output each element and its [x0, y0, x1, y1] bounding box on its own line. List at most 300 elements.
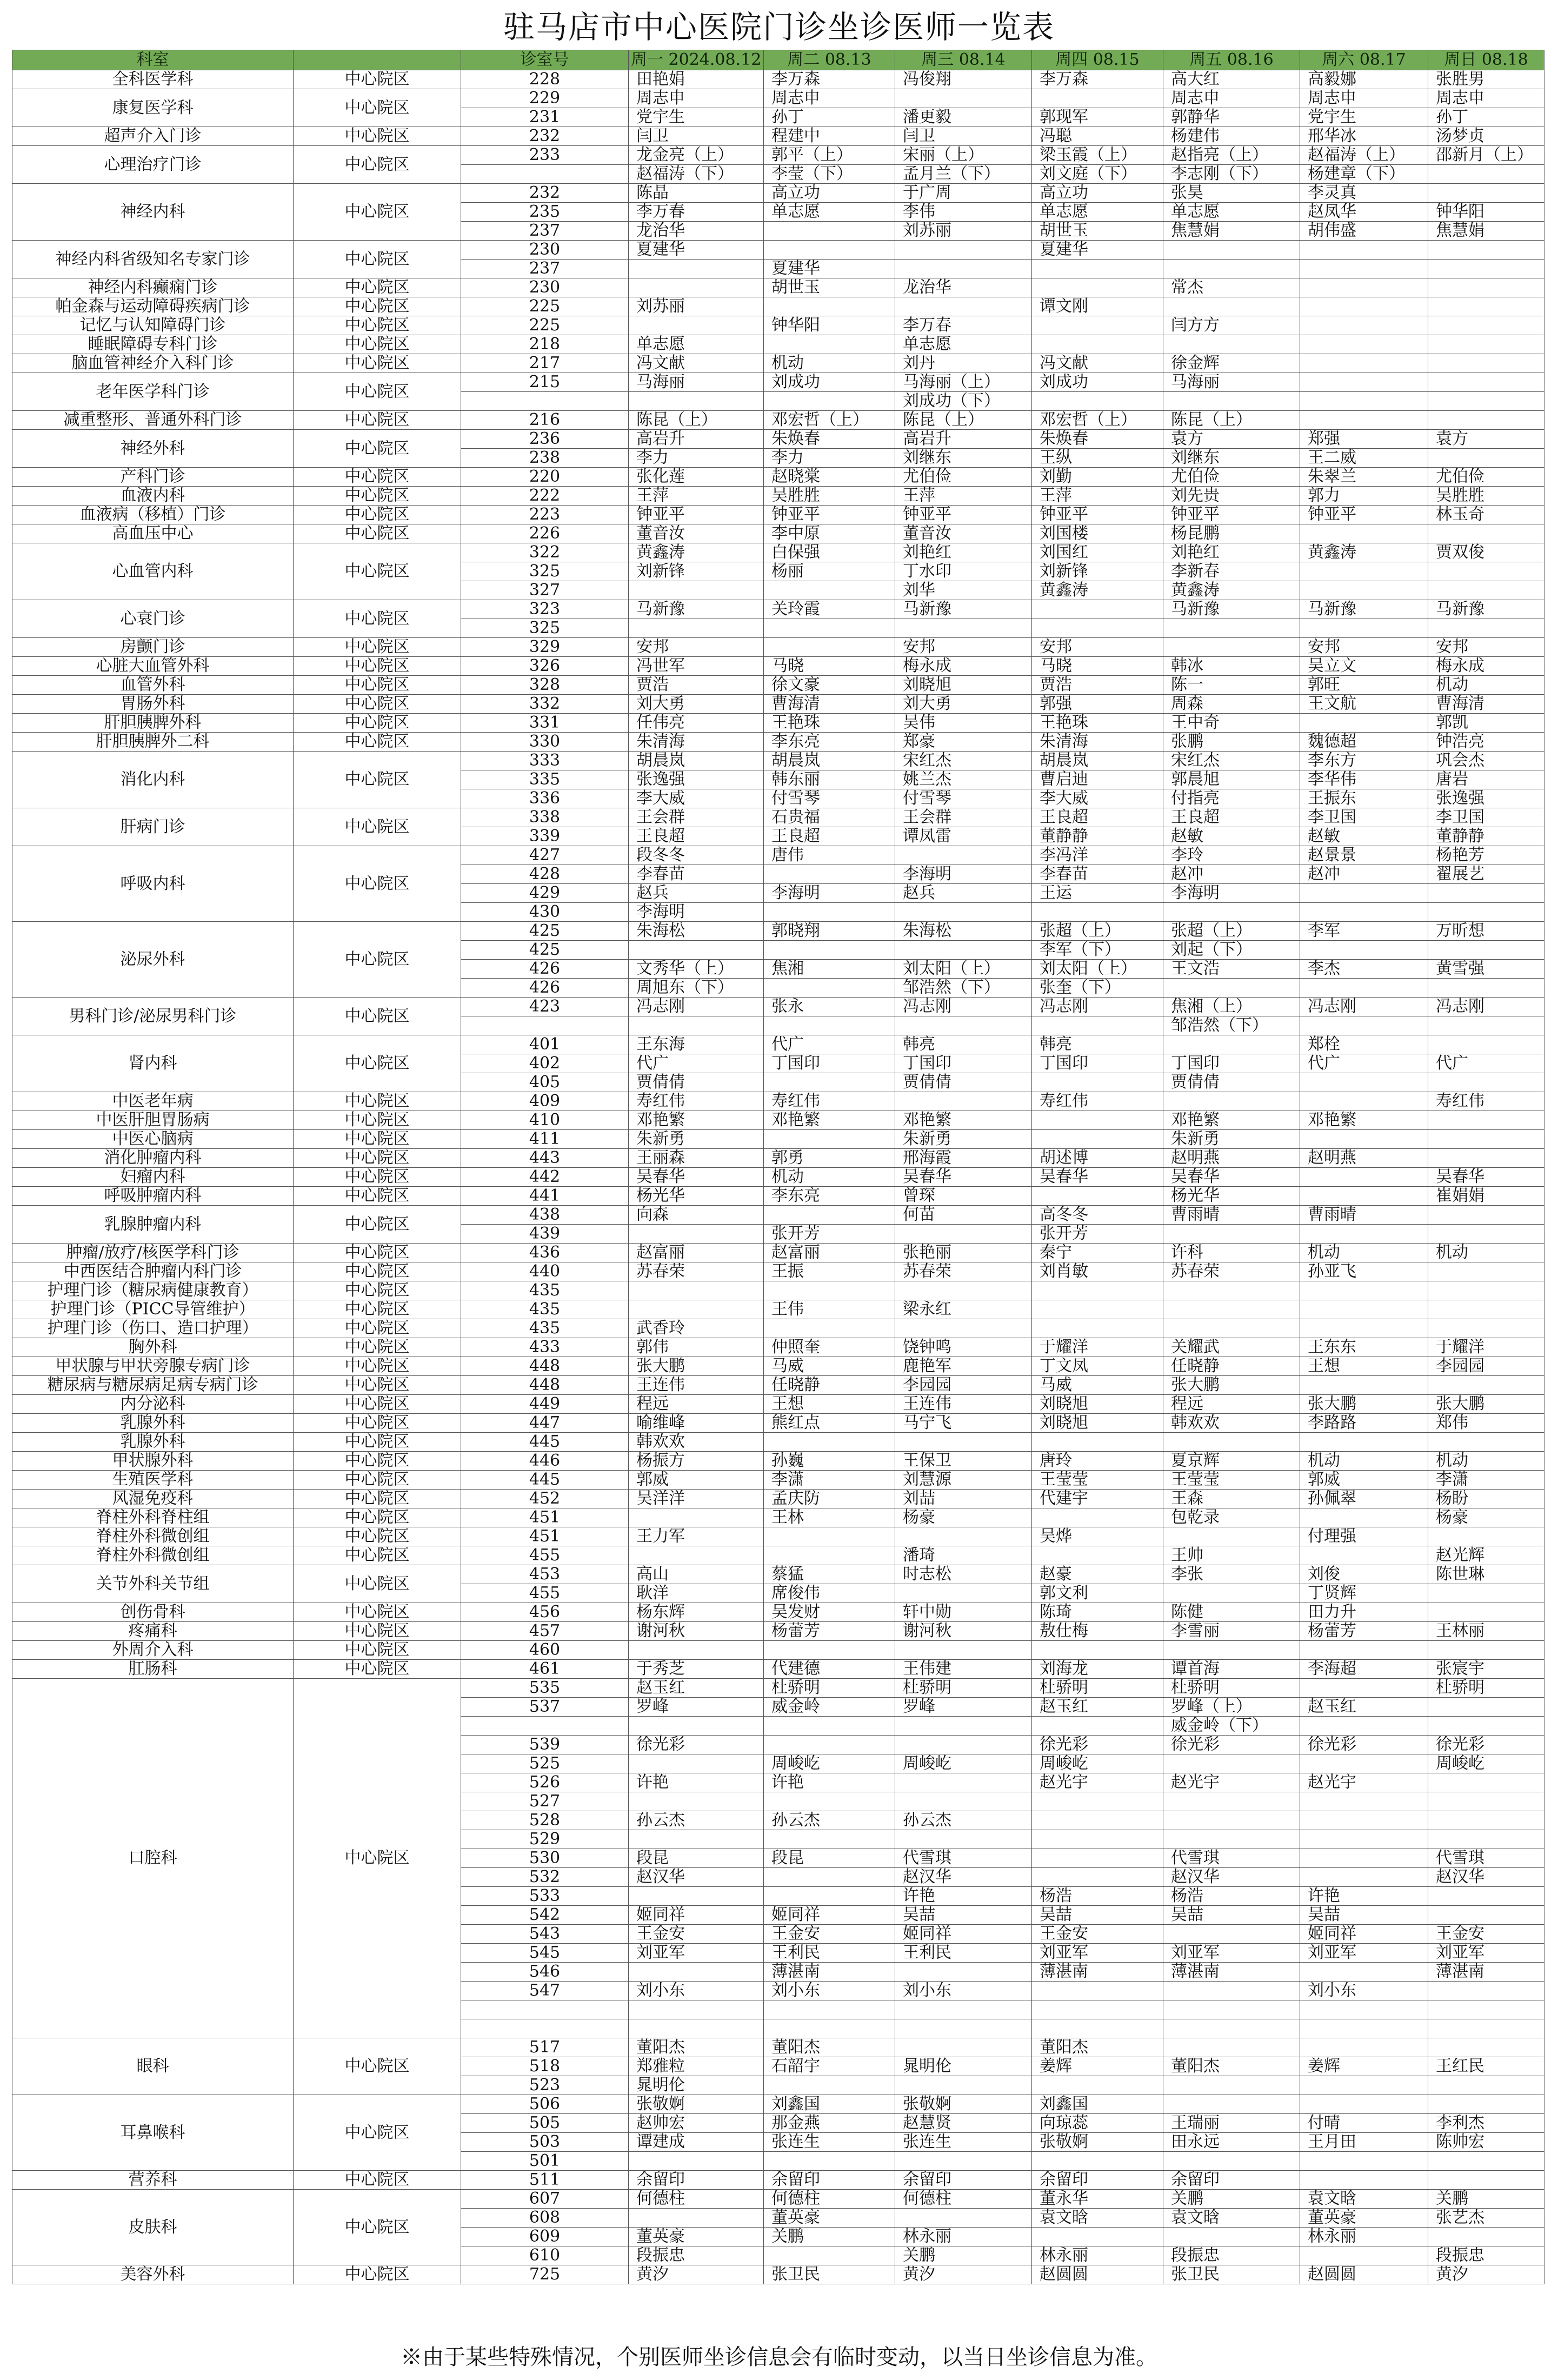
- doctor-cell: 安邦: [1428, 638, 1544, 657]
- doctor-cell: 代雪琪: [1428, 1849, 1544, 1868]
- room-cell: 230: [461, 278, 629, 297]
- room-cell: 409: [461, 1092, 629, 1111]
- doctor-cell: [1428, 903, 1544, 922]
- department-cell: 胸外科: [12, 1338, 294, 1357]
- department-cell: 产科门诊: [12, 468, 294, 487]
- doctor-cell: 张昊: [1163, 184, 1300, 203]
- doctor-cell: [1300, 1679, 1428, 1698]
- doctor-cell: [1163, 903, 1300, 922]
- doctor-cell: [1428, 297, 1544, 316]
- room-cell: 546: [461, 1963, 629, 1982]
- doctor-cell: [1032, 260, 1163, 278]
- doctor-cell: [1428, 1527, 1544, 1546]
- department-cell: 泌尿外科: [12, 922, 294, 998]
- doctor-cell: [629, 2000, 764, 2019]
- doctor-cell: [1300, 411, 1428, 430]
- department-cell: 肝胆胰脾外二科: [12, 733, 294, 752]
- department-cell: 糖尿病与糖尿病足病专病门诊: [12, 1376, 294, 1395]
- doctor-cell: [1428, 1073, 1544, 1092]
- doctor-cell: 冯俊翔: [895, 70, 1032, 89]
- room-cell: 447: [461, 1414, 629, 1433]
- table-row: [12, 335, 1544, 354]
- campus-cell: 中心院区: [294, 297, 461, 316]
- doctor-cell: 徐金辉: [1163, 354, 1300, 373]
- doctor-cell: 王保卫: [895, 1452, 1032, 1471]
- doctor-cell: 李冯洋: [1032, 846, 1163, 865]
- doctor-cell: [1032, 1546, 1163, 1565]
- table-row: [12, 714, 1544, 733]
- table-row: [12, 600, 1544, 619]
- doctor-cell: 袁文晗: [1163, 2209, 1300, 2228]
- doctor-cell: 刘继东: [895, 449, 1032, 468]
- doctor-cell: 朱清海: [629, 733, 764, 752]
- doctor-cell: 郭静华: [1163, 108, 1300, 127]
- doctor-cell: 冯文献: [1032, 354, 1163, 373]
- table-row: [12, 1319, 1544, 1338]
- doctor-cell: 冯志刚: [629, 998, 764, 1016]
- doctor-cell: [629, 1641, 764, 1660]
- doctor-cell: 张奎（下）: [1032, 979, 1163, 998]
- doctor-cell: 余留印: [764, 2171, 895, 2190]
- doctor-cell: 郭力: [1300, 487, 1428, 506]
- campus-cell: 中心院区: [294, 1092, 461, 1111]
- campus-cell: 中心院区: [294, 1187, 461, 1206]
- doctor-cell: [1300, 1754, 1428, 1773]
- doctor-cell: 刘先贵: [1163, 487, 1300, 506]
- doctor-cell: [1300, 316, 1428, 335]
- doctor-cell: 孟月兰（下）: [895, 165, 1032, 184]
- doctor-cell: 刘艳红: [895, 543, 1032, 562]
- doctor-cell: 胡晨岚: [764, 752, 895, 770]
- doctor-cell: [764, 941, 895, 960]
- doctor-cell: [1163, 1035, 1300, 1054]
- doctor-cell: 崔娟娟: [1428, 1187, 1544, 1206]
- room-cell: 517: [461, 2038, 629, 2057]
- doctor-cell: [1428, 278, 1544, 297]
- doctor-cell: [1163, 2152, 1300, 2171]
- doctor-cell: 薄湛南: [1163, 1963, 1300, 1982]
- doctor-cell: 李军: [1300, 922, 1428, 941]
- doctor-cell: 杨浩: [1163, 1887, 1300, 1906]
- footnote: ※由于某些特殊情况，个别医师坐诊信息会有临时变动，以当日坐诊信息为准。: [401, 2345, 1157, 2370]
- doctor-cell: 付理强: [1300, 1527, 1428, 1546]
- doctor-cell: 丁国印: [764, 1054, 895, 1073]
- room-cell: 327: [461, 581, 629, 600]
- doctor-cell: 吴洋洋: [629, 1490, 764, 1508]
- doctor-cell: 朱新勇: [629, 1130, 764, 1149]
- doctor-cell: [1428, 1149, 1544, 1168]
- doctor-cell: 代广: [629, 1054, 764, 1073]
- doctor-cell: 石韶宇: [764, 2057, 895, 2076]
- doctor-cell: 关鹏: [764, 2228, 895, 2246]
- doctor-cell: 潘更毅: [895, 108, 1032, 127]
- column-header: 周六 08.17: [1300, 50, 1428, 70]
- doctor-cell: 黄汐: [895, 2265, 1032, 2284]
- doctor-cell: 王月田: [1300, 2133, 1428, 2152]
- doctor-cell: 关鹏: [1428, 2190, 1544, 2209]
- doctor-cell: 马新豫: [1428, 600, 1544, 619]
- department-cell: 风湿免疫科: [12, 1490, 294, 1508]
- room-cell: 435: [461, 1300, 629, 1319]
- doctor-cell: [1300, 260, 1428, 278]
- doctor-cell: 孙亚飞: [1300, 1262, 1428, 1281]
- doctor-cell: [1300, 1300, 1428, 1319]
- doctor-cell: 于耀洋: [1032, 1338, 1163, 1357]
- doctor-cell: 王良超: [1032, 808, 1163, 827]
- doctor-cell: 单志愿: [1032, 203, 1163, 222]
- table-row: [12, 808, 1544, 827]
- doctor-cell: 万昕想: [1428, 922, 1544, 941]
- doctor-cell: 吴发财: [764, 1603, 895, 1622]
- doctor-cell: 董阳杰: [1163, 2057, 1300, 2076]
- table-row: [12, 524, 1544, 543]
- doctor-cell: [1032, 1830, 1163, 1849]
- doctor-cell: [1163, 260, 1300, 278]
- doctor-cell: 刘丹: [895, 354, 1032, 373]
- table-row: [12, 1546, 1544, 1565]
- doctor-cell: 薄湛南: [1428, 1963, 1544, 1982]
- doctor-cell: 陈昆（上）: [629, 411, 764, 430]
- department-cell: 肿瘤/放疗/核医学科门诊: [12, 1244, 294, 1262]
- doctor-cell: [629, 1830, 764, 1849]
- doctor-cell: 王伟建: [895, 1660, 1032, 1679]
- campus-cell: 中心院区: [294, 1281, 461, 1300]
- doctor-cell: 熊红点: [764, 1414, 895, 1433]
- department-cell: 康复医学科: [12, 89, 294, 127]
- doctor-cell: 刘亚军: [1300, 1944, 1428, 1963]
- doctor-cell: 代雪琪: [1163, 1849, 1300, 1868]
- doctor-cell: [1428, 2019, 1544, 2038]
- doctor-cell: 赵福涛（下）: [629, 165, 764, 184]
- doctor-cell: 陈昆（上）: [895, 411, 1032, 430]
- room-cell: 336: [461, 789, 629, 808]
- doctor-cell: [629, 260, 764, 278]
- doctor-cell: 赵福涛（上）: [1300, 146, 1428, 165]
- doctor-cell: 田艳娟: [629, 70, 764, 89]
- table-row: [12, 1395, 1544, 1414]
- doctor-cell: [1163, 638, 1300, 657]
- doctor-cell: 姬同祥: [1300, 1925, 1428, 1944]
- doctor-cell: 赵景景: [1300, 846, 1428, 865]
- doctor-cell: 田力升: [1300, 1603, 1428, 1622]
- doctor-cell: 李潇: [1428, 1471, 1544, 1490]
- doctor-cell: 钟浩亮: [1428, 733, 1544, 752]
- room-cell: [461, 2019, 629, 2038]
- room-cell: 445: [461, 1433, 629, 1452]
- doctor-cell: 付晴: [1300, 2114, 1428, 2133]
- campus-cell: 中心院区: [294, 127, 461, 146]
- table-row: [12, 241, 1544, 260]
- doctor-cell: [1300, 2000, 1428, 2019]
- room-cell: 547: [461, 1982, 629, 2000]
- doctor-cell: 李东方: [1300, 752, 1428, 770]
- doctor-cell: [1428, 1906, 1544, 1925]
- room-cell: 230: [461, 241, 629, 260]
- campus-cell: 中心院区: [294, 1546, 461, 1565]
- doctor-cell: 冯文献: [629, 354, 764, 373]
- doctor-cell: 刘艳红: [1163, 543, 1300, 562]
- doctor-cell: 刘亚军: [629, 1944, 764, 1963]
- room-cell: 428: [461, 865, 629, 884]
- department-cell: 乳腺肿瘤内科: [12, 1206, 294, 1244]
- doctor-cell: [1300, 241, 1428, 260]
- doctor-cell: 龙治华: [629, 222, 764, 241]
- doctor-cell: [1032, 89, 1163, 108]
- doctor-cell: [1300, 1319, 1428, 1338]
- room-cell: 436: [461, 1244, 629, 1262]
- doctor-cell: 黄鑫涛: [1163, 581, 1300, 600]
- doctor-cell: 李大威: [629, 789, 764, 808]
- doctor-cell: [629, 1225, 764, 1244]
- doctor-cell: 李万春: [895, 316, 1032, 335]
- department-cell: 睡眠障碍专科门诊: [12, 335, 294, 354]
- table-row: [12, 1660, 1544, 1679]
- schedule-table: [12, 50, 1544, 2284]
- doctor-cell: 丁国印: [1163, 1054, 1300, 1073]
- doctor-cell: [1163, 2228, 1300, 2246]
- room-cell: 401: [461, 1035, 629, 1054]
- room-cell: 451: [461, 1527, 629, 1546]
- doctor-cell: 吴喆: [895, 1906, 1032, 1925]
- doctor-cell: [1163, 392, 1300, 411]
- table-row: [12, 1433, 1544, 1452]
- column-header: 周四 08.15: [1032, 50, 1163, 70]
- doctor-cell: 杨东辉: [629, 1603, 764, 1622]
- doctor-cell: 邹浩然（下）: [1163, 1016, 1300, 1035]
- doctor-cell: 李力: [629, 449, 764, 468]
- doctor-cell: 余留印: [629, 2171, 764, 2190]
- doctor-cell: 仲照奎: [764, 1338, 895, 1357]
- doctor-cell: 周志申: [1163, 89, 1300, 108]
- department-cell: 妇瘤内科: [12, 1168, 294, 1187]
- doctor-cell: 钟华阳: [764, 316, 895, 335]
- doctor-cell: 陈世琳: [1428, 1565, 1544, 1584]
- doctor-cell: [1163, 1319, 1300, 1338]
- table-row: [12, 1035, 1544, 1054]
- table-row: [12, 89, 1544, 108]
- room-cell: 333: [461, 752, 629, 770]
- doctor-cell: [629, 1792, 764, 1811]
- doctor-cell: [1428, 979, 1544, 998]
- doctor-cell: 李军（下）: [1032, 941, 1163, 960]
- department-cell: 脑血管神经介入科门诊: [12, 354, 294, 373]
- campus-cell: 中心院区: [294, 1622, 461, 1641]
- doctor-cell: 赵冲: [1300, 865, 1428, 884]
- room-cell: 451: [461, 1508, 629, 1527]
- doctor-cell: 黄汐: [1428, 2265, 1544, 2284]
- doctor-cell: 吴春华: [895, 1168, 1032, 1187]
- room-cell: 329: [461, 638, 629, 657]
- doctor-cell: 赵光宇: [1163, 1773, 1300, 1792]
- doctor-cell: 单志愿: [895, 335, 1032, 354]
- doctor-cell: 李中原: [764, 524, 895, 543]
- doctor-cell: 王文浩: [1163, 960, 1300, 979]
- doctor-cell: [1428, 941, 1544, 960]
- doctor-cell: 马新豫: [895, 600, 1032, 619]
- doctor-cell: 李灵真: [1300, 184, 1428, 203]
- doctor-cell: 黄鑫涛: [1300, 543, 1428, 562]
- campus-cell: 中心院区: [294, 89, 461, 127]
- doctor-cell: [629, 1546, 764, 1565]
- doctor-cell: 段振忠: [1428, 2246, 1544, 2265]
- room-cell: 232: [461, 127, 629, 146]
- doctor-cell: [1428, 1433, 1544, 1452]
- doctor-cell: [1300, 1717, 1428, 1736]
- doctor-cell: 姜辉: [1300, 2057, 1428, 2076]
- doctor-cell: 王帅: [1163, 1546, 1300, 1565]
- doctor-cell: 罗峰: [629, 1698, 764, 1717]
- doctor-cell: 刘喆: [895, 1490, 1032, 1508]
- room-cell: 235: [461, 203, 629, 222]
- table-row: [12, 430, 1544, 449]
- doctor-cell: 王艳珠: [1032, 714, 1163, 733]
- doctor-cell: 韩亮: [1032, 1035, 1163, 1054]
- table-row: [12, 1111, 1544, 1130]
- doctor-cell: 宋红杰: [895, 752, 1032, 770]
- doctor-cell: 郭晨旭: [1163, 770, 1300, 789]
- doctor-cell: 王中奇: [1163, 714, 1300, 733]
- doctor-cell: 黄雪强: [1428, 960, 1544, 979]
- department-cell: 男科门诊/泌尿男科门诊: [12, 998, 294, 1035]
- doctor-cell: [629, 941, 764, 960]
- doctor-cell: 机动: [1428, 1244, 1544, 1262]
- doctor-cell: 那金燕: [764, 2114, 895, 2133]
- doctor-cell: 王伟: [764, 1300, 895, 1319]
- doctor-cell: [764, 2019, 895, 2038]
- doctor-cell: [1428, 1111, 1544, 1130]
- doctor-cell: 李海明: [1163, 884, 1300, 903]
- doctor-cell: 孙巍: [764, 1452, 895, 1471]
- doctor-cell: 徐光彩: [1163, 1736, 1300, 1754]
- doctor-cell: [1428, 411, 1544, 430]
- doctor-cell: 耿洋: [629, 1584, 764, 1603]
- doctor-cell: [764, 1546, 895, 1565]
- doctor-cell: [1300, 903, 1428, 922]
- room-cell: 537: [461, 1698, 629, 1717]
- doctor-cell: 梁永红: [895, 1300, 1032, 1319]
- room-cell: 529: [461, 1830, 629, 1849]
- doctor-cell: [1163, 979, 1300, 998]
- doctor-cell: [764, 241, 895, 260]
- doctor-cell: [629, 581, 764, 600]
- doctor-cell: [1032, 903, 1163, 922]
- doctor-cell: [1163, 1925, 1300, 1944]
- doctor-cell: 代广: [764, 1035, 895, 1054]
- department-cell: 中医老年病: [12, 1092, 294, 1111]
- campus-cell: 中心院区: [294, 354, 461, 373]
- room-cell: 426: [461, 979, 629, 998]
- doctor-cell: [1300, 941, 1428, 960]
- table-row: [12, 1603, 1544, 1622]
- table-row: [12, 846, 1544, 865]
- doctor-cell: [1428, 2228, 1544, 2246]
- doctor-cell: 邓艳繁: [895, 1111, 1032, 1130]
- room-cell: 323: [461, 600, 629, 619]
- doctor-cell: 周志申: [629, 89, 764, 108]
- campus-cell: 中心院区: [294, 600, 461, 638]
- doctor-cell: [764, 1527, 895, 1546]
- table-row: [12, 2190, 1544, 2209]
- campus-cell: 中心院区: [294, 430, 461, 468]
- doctor-cell: 刘亚军: [1032, 1944, 1163, 1963]
- doctor-cell: 王金安: [1428, 1925, 1544, 1944]
- doctor-cell: 刘苏丽: [895, 222, 1032, 241]
- doctor-cell: 周志申: [764, 89, 895, 108]
- doctor-cell: [1300, 1092, 1428, 1111]
- doctor-cell: 曾琛: [895, 1187, 1032, 1206]
- doctor-cell: 胡伟盛: [1300, 222, 1428, 241]
- doctor-cell: [1032, 1073, 1163, 1092]
- doctor-cell: 刘小东: [1300, 1982, 1428, 2000]
- doctor-cell: [1163, 297, 1300, 316]
- doctor-cell: [764, 979, 895, 998]
- doctor-cell: 赵明燕: [1163, 1149, 1300, 1168]
- campus-cell: 中心院区: [294, 1206, 461, 1244]
- doctor-cell: 王艳珠: [764, 714, 895, 733]
- doctor-cell: 周峻屹: [764, 1754, 895, 1773]
- doctor-cell: 刘起（下）: [1163, 941, 1300, 960]
- doctor-cell: [629, 278, 764, 297]
- doctor-cell: [1428, 581, 1544, 600]
- doctor-cell: [1300, 1187, 1428, 1206]
- doctor-cell: 邓宏哲（上）: [1032, 411, 1163, 430]
- doctor-cell: 高毅娜: [1300, 70, 1428, 89]
- table-row: [12, 1452, 1544, 1471]
- doctor-cell: 郭平（上）: [764, 146, 895, 165]
- room-cell: 338: [461, 808, 629, 827]
- doctor-cell: 吴春华: [629, 1168, 764, 1187]
- doctor-cell: 赵豪: [1032, 1565, 1163, 1584]
- campus-cell: 中心院区: [294, 1508, 461, 1527]
- doctor-cell: [1163, 1754, 1300, 1773]
- table-row: [12, 1679, 1544, 1698]
- doctor-cell: 姬同祥: [629, 1906, 764, 1925]
- table-row: [12, 316, 1544, 335]
- doctor-cell: [1428, 2171, 1544, 2190]
- doctor-cell: 王力军: [629, 1527, 764, 1546]
- room-cell: 328: [461, 676, 629, 695]
- doctor-cell: 孙丁: [764, 108, 895, 127]
- doctor-cell: [1032, 2076, 1163, 2095]
- doctor-cell: 刘鑫国: [1032, 2095, 1163, 2114]
- doctor-cell: 邓宏哲（上）: [764, 411, 895, 430]
- doctor-cell: 刘鑫国: [764, 2095, 895, 2114]
- doctor-cell: 单志愿: [1163, 203, 1300, 222]
- doctor-cell: [1032, 1111, 1163, 1130]
- room-cell: 725: [461, 2265, 629, 2284]
- doctor-cell: [1163, 1281, 1300, 1300]
- table-row: [12, 1508, 1544, 1527]
- doctor-cell: 余留印: [1032, 2171, 1163, 2190]
- room-cell: 443: [461, 1149, 629, 1168]
- doctor-cell: 邓艳繁: [764, 1111, 895, 1130]
- doctor-cell: 曹雨晴: [1300, 1206, 1428, 1225]
- doctor-cell: 丁国印: [1032, 1054, 1163, 1073]
- table-row: [12, 695, 1544, 714]
- doctor-cell: 谭文刚: [1032, 297, 1163, 316]
- doctor-cell: 姚兰杰: [895, 770, 1032, 789]
- doctor-cell: [1163, 1830, 1300, 1849]
- campus-cell: 中心院区: [294, 335, 461, 354]
- department-cell: 甲状腺外科: [12, 1452, 294, 1471]
- campus-cell: 中心院区: [294, 808, 461, 846]
- doctor-cell: [1163, 335, 1300, 354]
- doctor-cell: 关玲霞: [764, 600, 895, 619]
- doctor-cell: 袁方: [1428, 430, 1544, 449]
- doctor-cell: 王金安: [629, 1925, 764, 1944]
- table-row: [12, 657, 1544, 676]
- doctor-cell: 尤伯俭: [1428, 468, 1544, 487]
